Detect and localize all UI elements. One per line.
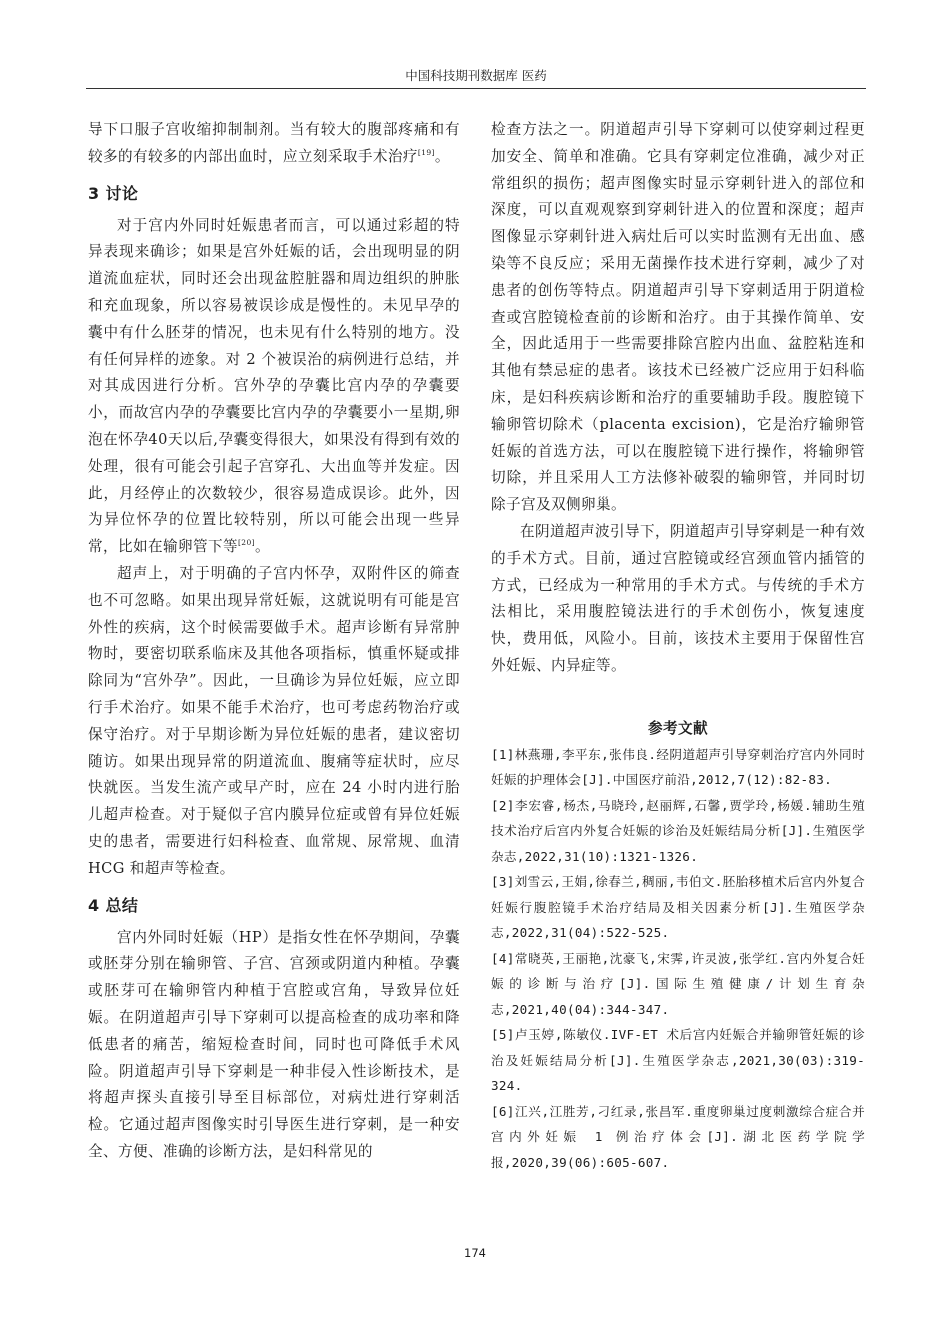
citation-20: [20] bbox=[237, 538, 255, 548]
reference-item: [6]江兴,江胜芳,刁红录,张昌军.重度卵巢过度刺激综合症合并宫内外妊娠 1 例治疗体会[J].湖北医药学院学报,2020,39(06):605-607. bbox=[491, 1103, 865, 1170]
reference-item: [3]刘雪云,王娟,徐春兰,稠丽,韦伯文.胚胎移植术后宫内外复合妊娠行腹腔镜手术治疗结局及相关因素分析[J].生殖医学杂志,2022,31(04):522-525. bbox=[491, 874, 865, 941]
paragraph-discussion-2: 超声上，对于明确的子宫内怀孕，双附件区的筛查也不可忽略。如果出现异常妊娠，这就说明有可能是宫外性的疾病，这个时候需要做手术。超声诊断有异常肿物时，要密切联系临床及其他各项指标，慎重怀疑或排除同为“宫外孕”。因此，一旦确诊为异位妊娠，应立即行手术治疗。如果不能手术治疗，也可考虑药物治疗或保守治疗。对于早期诊断为异位妊娠的患者，建议密切随访。如果出现异常的阴道流血、腹痛等症状时，应尽快就医。当发生流产或早产时，应在 24 小时内进行胎儿超声检查。对于疑似子宫内膜异位症或曾有异位妊娠史的患者，需要进行妇科检查、血常规、尿常规、血清 HCG 和超声等检查。 bbox=[88, 564, 460, 877]
references-title: 参考文献 bbox=[648, 719, 708, 737]
running-header: 中国科技期刊数据库 医药 bbox=[405, 68, 547, 83]
reference-item: [5]卢玉婷,陈敏仪.IVF-ET 术后宫内妊娠合并输卵管妊娠的诊治及妊娠结局分析[J].生殖医学杂志,2021,30(03):319-324. bbox=[491, 1027, 865, 1094]
left-column bbox=[88, 117, 460, 1166]
right-column bbox=[491, 117, 865, 1175]
paragraph-continuation bbox=[88, 117, 460, 171]
reference-item: [4]常晓英,王丽艳,沈豪飞,宋霁,许灵波,张学红.宫内外复合妊娠的诊断与治疗[J].国际生殖健康/计划生育杂志,2021,40(04):344-347. bbox=[491, 950, 865, 1017]
paragraph-text: 导下口服子宫收缩抑制制剂。当有较大的腹部疼痛和有较多的有较多的内部出血时，应立刻采取手术治疗 bbox=[88, 121, 460, 165]
citation-19: [19] bbox=[417, 147, 435, 157]
section-heading-summary: 4 总结 bbox=[88, 895, 139, 915]
paragraph-summary-2: 在阴道超声波引导下，阴道超声引导穿刺是一种有效的手术方式。目前，通过宫腔镜或经宫颈血管内插管的方式，已经成为一种常用的手术方式。与传统的手术方法相比，采用腹腔镜法进行的手术创伤小，恢复速度快，费用低，风险小。目前，该技术主要用于保留性宫外妊娠、内异症等。 bbox=[491, 522, 865, 674]
paragraph-discussion-1 bbox=[88, 213, 460, 561]
header-rule bbox=[86, 88, 866, 89]
paragraph-end: 。 bbox=[434, 147, 450, 165]
section-heading-discussion: 3 讨论 bbox=[88, 183, 139, 203]
paragraph-text: 对于宫内外同时妊娠患者而言，可以通过彩超的特异表现来确诊；如果是宫外妊娠的话，会出现明显的阴道流血症状，同时还会出现盆腔脏器和周边组织的肿胀和充血现象，所以容易被误诊成是慢性的。未见早孕的囊中有什么胚芽的情况，也未见有什么特别的地方。没有任何异样的迹象。对 2 个被误治的病例进行总结，并对其成因进行分析。宫外孕的孕囊比宫内孕的孕囊要小，而故宫内孕的孕囊要比宫内孕的孕囊要小一星期,卵泡在怀孕40天以后,孕囊变得很大，如果没有得到有效的处理，很有可能会引起子宫穿孔、大出血等并发症。因此，月经停止的次数较少，很容易造成误诊。此外，因为异位怀孕的位置比较特别，所以可能会出现一些异常，比如在输卵管下等 bbox=[88, 216, 460, 556]
paragraph-summary: 宫内外同时妊娠（HP）是指女性在怀孕期间，孕囊或胚芽分别在输卵管、子宫、宫颈或阴道内种植。孕囊或胚芽可在输卵管内种植于宫腔或宫角，导致异位妊娠。在阴道超声引导下穿刺可以提高检查的成功率和降低患者的痛苦，缩短检查时间，同时也可降低手术风险。阴道超声引导下穿刺是一种非侵入性诊断技术，是将超声探头直接引导至目标部位，对病灶进行穿刺活检。它通过超声图像实时引导医生进行穿刺，是一种安全、方便、准确的诊断方法，是妇科常见的 bbox=[88, 928, 460, 1160]
reference-item: [1]林燕珊,李平东,张伟良.经阴道超声引导穿刺治疗宫内外同时妊娠的护理体会[J].中国医疗前沿,2012,7(12):82-83. bbox=[491, 746, 865, 788]
paragraph-end: 。 bbox=[254, 538, 270, 556]
references-list bbox=[491, 742, 865, 1176]
paragraph-summary-continued: 检查方法之一。阴道超声引导下穿刺可以使穿刺过程更加安全、简单和准确。它具有穿刺定位准确，减少对正常组织的损伤；超声图像实时显示穿刺针进入的部位和深度，可以直观观察到穿刺针进入的位置和深度；超声图像显示穿刺针进入病灶后可以实时监测有无出血、感染等不良反应；采用无菌操作技术进行穿刺，减少了对患者的创伤等特点。阴道超声引导下穿刺适用于阴道检查或宫腔镜检查前的诊断和治疗。由于其操作简单、安全，因此适用于一些需要排除宫腔内出血、盆腔粘连和其他有禁忌症的患者。该技术已经被广泛应用于妇科临床，是妇科疾病诊断和治疗的重要辅助手段。腹腔镜下输卵管切除术（placenta excision)，它是治疗输卵管妊娠的首选方法，可以在腹腔镜下进行操作，将输卵管切除，并且采用人工方法修补破裂的输卵管，并同时切除子宫及双侧卵巢。 bbox=[491, 121, 865, 514]
page-number: 174 bbox=[464, 1246, 486, 1260]
reference-item: [2]李宏睿,杨杰,马晓玲,赵丽辉,石馨,贾学玲,杨媛.辅助生殖技术治疗后宫内外复合妊娠的诊治及妊娠结局分析[J].生殖医学杂志,2022,31(10):1321-1326. bbox=[491, 797, 865, 864]
